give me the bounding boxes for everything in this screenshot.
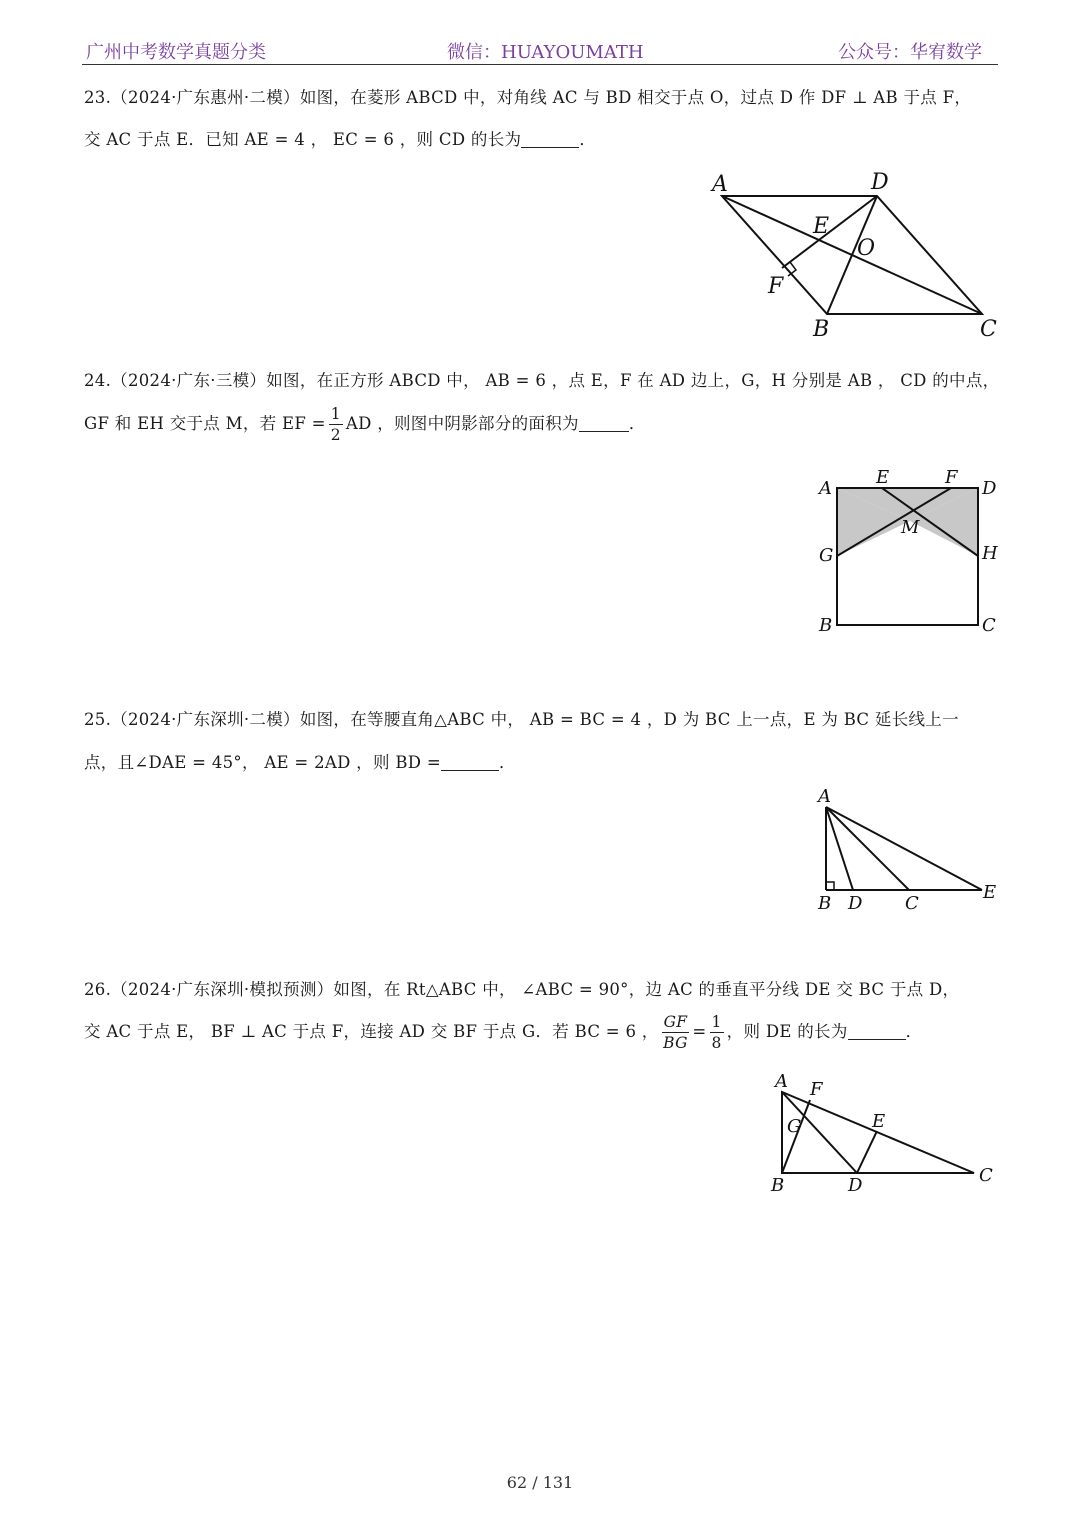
problem-26-line-2	[84, 1012, 922, 1053]
label-f: F	[810, 1079, 823, 1100]
right-angle-mark	[788, 262, 796, 276]
fraction-numerator: 1	[711, 1013, 722, 1031]
label-b: B	[818, 893, 832, 914]
fraction-numerator: 1	[330, 405, 341, 423]
label-b: B	[813, 317, 830, 342]
label-f: F	[945, 467, 958, 488]
problem-25-line-2-end: ．	[498, 753, 516, 772]
triangle-lines	[826, 807, 982, 890]
segment-de	[857, 1131, 877, 1173]
problem-25-line-1: 25.（2024·广东深圳·二模）如图，在等腰直角△ABC 中， AB = BC = 4 ，D 为 BC 上一点，E 为 BC 延长线上一	[84, 710, 959, 729]
label-e: E	[872, 1111, 886, 1132]
right-angle-mark	[826, 882, 834, 890]
page-number: 62 / 131	[506, 1473, 574, 1492]
header-public-account-text: 公众号：华宥数学	[838, 42, 982, 63]
label-d: D	[871, 170, 889, 195]
answer-blank	[521, 131, 579, 149]
header-left-text: 广州中考数学真题分类	[86, 42, 266, 63]
label-c: C	[979, 1165, 993, 1186]
label-a: A	[775, 1071, 788, 1092]
label-e: E	[983, 882, 997, 903]
problem-23-line-1: 23.（2024·广东惠州·二模）如图，在菱形 ABCD 中，对角线 AC 与 BD 相交于点 O，过点 D 作 DF ⊥ AB 于点 F，	[84, 88, 972, 107]
label-a: A	[712, 172, 728, 197]
header-wechat-text: 微信：HUAYOUMATH	[447, 42, 644, 63]
problem-25-line-2-text: 点，且∠DAE = 45°， AE = 2AD ，则 BD =	[84, 753, 441, 772]
label-c: C	[980, 317, 997, 342]
problem-23-line-2	[84, 126, 596, 150]
answer-blank	[848, 1023, 906, 1041]
problem-26-line-2-end: ．	[905, 1022, 923, 1041]
problem-26-line-1: 26.（2024·广东深圳·模拟预测）如图，在 Rt△ABC 中， ∠ABC = 90°，边 AC 的垂直平分线 DE 交 BC 于点 D，	[84, 980, 960, 999]
label-c: C	[905, 893, 919, 914]
fraction-denominator: BG	[663, 1034, 688, 1052]
triangle-abc	[782, 1092, 974, 1173]
rt-triangle-bisector-figure	[765, 1065, 1005, 1200]
label-b: B	[771, 1175, 785, 1196]
fraction-numerator: GF	[663, 1013, 688, 1031]
problem-24-line-2-pre: GF 和 EH 交于点 M，若 EF =	[84, 414, 326, 433]
answer-blank	[441, 754, 499, 772]
fraction-denominator: 8	[711, 1034, 722, 1052]
problem-24-line-2-end: ．	[628, 414, 646, 433]
problem-23-line-2-end: ．	[579, 130, 597, 149]
label-d: D	[982, 478, 997, 499]
page-header	[82, 36, 998, 65]
label-d: D	[848, 1175, 863, 1196]
label-d: D	[848, 893, 863, 914]
triangle-lines	[782, 1092, 974, 1173]
problem-25-line-2	[84, 749, 516, 773]
problem-23-line-2-text: 交 AC 于点 E．已知 AE = 4 ， EC = 6 ，则 CD 的长为	[84, 130, 522, 149]
label-h: H	[982, 543, 998, 564]
square-figure	[812, 465, 1012, 645]
label-g: G	[787, 1116, 802, 1137]
label-e: E	[876, 467, 890, 488]
fraction-denominator: 2	[330, 426, 341, 444]
label-a: A	[818, 786, 831, 807]
label-o: O	[857, 236, 876, 261]
problem-24-line-2	[84, 404, 646, 445]
right-triangle-figure	[805, 780, 1015, 920]
label-g: G	[819, 545, 834, 566]
rhombus-figure	[705, 165, 1005, 345]
problem-26-line-2-post: ，则 DE 的长为	[726, 1022, 848, 1041]
problem-26-line-2-pre: 交 AC 于点 E， BF ⊥ AC 于点 F，连接 AD 交 BF 于点 G．若 BC = 6 ，	[84, 1022, 659, 1041]
fraction-one-half	[329, 404, 343, 445]
problem-24-line-2-post: AD ，则图中阴影部分的面积为	[345, 414, 579, 433]
fraction-gf-bg	[662, 1012, 690, 1053]
equals-sign: =	[692, 1022, 707, 1041]
rhombus-lines	[722, 196, 982, 314]
label-a: A	[819, 478, 832, 499]
label-e: E	[813, 214, 830, 239]
label-m: M	[901, 517, 920, 538]
fraction-one-eighth	[710, 1012, 724, 1053]
problem-24-line-1: 24.（2024·广东·三模）如图，在正方形 ABCD 中， AB = 6 ，点 E，F 在 AD 边上，G，H 分别是 AB ， CD 的中点，	[84, 371, 1000, 390]
label-c: C	[982, 615, 996, 636]
label-f: F	[768, 274, 784, 299]
label-b: B	[819, 615, 833, 636]
answer-blank	[579, 415, 629, 433]
